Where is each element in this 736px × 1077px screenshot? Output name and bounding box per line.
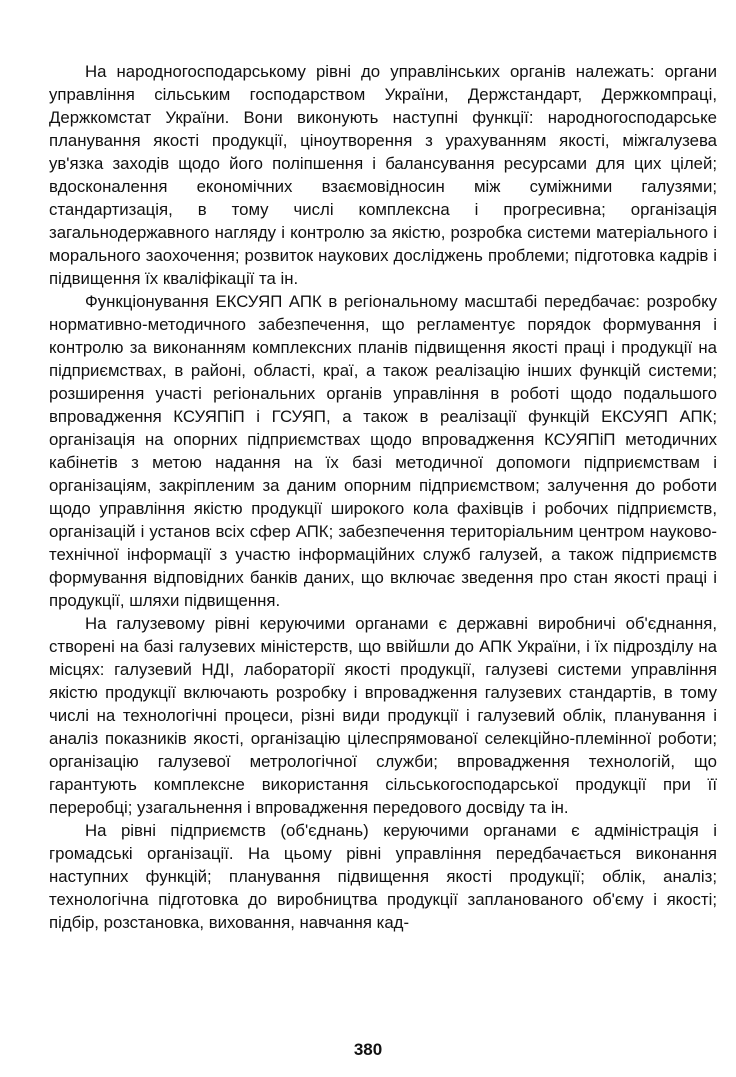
page-number: 380 (353, 1040, 383, 1059)
paragraph-enterprise-level: На рівні підприємств (об'єднань) керуючими органами є адміністрація і громадські організації. На цьому рівні управління передбачається виконання наступних функцій; планування підвищення якості продукції; облік, аналіз; технологічна підготовка до виробництва продукції запланованого об'єму і якості; підбір, розстановка, виховання, навчання кад- (49, 821, 717, 932)
paragraph-industry-level: На галузевому рівні керуючими органами є державні виробничі об'єднання, створені на базі галузевих міністерств, що ввійшли до АПК України, і їх підрозділу на місцях: галузевий НДІ, лабораторії якості продукції, галузеві системи управління якістю продукції включають розробку і впровадження галузевих стандартів, в тому числі на технологічні процеси, різні види продукції і галузевий облік, планування і аналіз показників якості, організацію цілеспрямованої селекційно-племінної роботи; організацію галузевої метрологічної служби; впровадження технологій, що гарантують комплексне використання сільськогосподарської продукції при її переробці; узагальнення і впровадження передового досвіду та ін. (49, 614, 717, 817)
paragraph-regional-level: Функціонування ЕКСУЯП АПК в регіональному масштабі передбачає: розробку нормативно-методичного забезпечення, що регламентує порядок формування і контролю за виконанням комплексних планів підвищення якості праці і продукції на підприємствах, в районі, області, краї, а також реалізацію інших функцій системи; розширення участі регіональних органів управління в роботі щодо подальшого впровадження КСУЯПіП і ГСУЯП, а також в реалізації функцій ЕКСУЯП АПК; організація на опорних підприємствах щодо впровадження КСУЯПіП методичних кабінетів з метою надання на їх базі методичної допомоги підприємствам і організаціям, закріпленим за даним опорним підприємством; залучення до роботи щодо управління якістю продукції широкого кола фахівців і робочих підприємств, організацій і установ всіх сфер АПК; забезпечення територіальним центром науково-технічної інформації з участю інформаційних служб галузей, а також підприємств формування відповідних банків даних, що включає зведення про стан якості праці і продукції, шляхи підвищення. (49, 292, 717, 610)
paragraph-national-level: На народногосподарському рівні до управлінських органів належать: органи управління сільським господарством України, Держстандарт, Держкомпраці, Держкомстат України. Вони виконують наступні функції: народногосподарське планування якості продукції, ціноутворення з урахуванням якості, міжгалузева ув'язка заходів щодо його поліпшення і балансування ресурсами для цих цілей; вдосконалення економічних взаємовідносин між суміжними галузями; стандартизація, в тому числі комплексна і прогресивна; організація загальнодержавного нагляду і контролю за якістю, розробка системи матеріального і морального заохочення; розвиток наукових досліджень проблеми; підготовка кадрів і підвищення їх кваліфікації та ін. (49, 62, 717, 288)
page-body (49, 60, 717, 934)
